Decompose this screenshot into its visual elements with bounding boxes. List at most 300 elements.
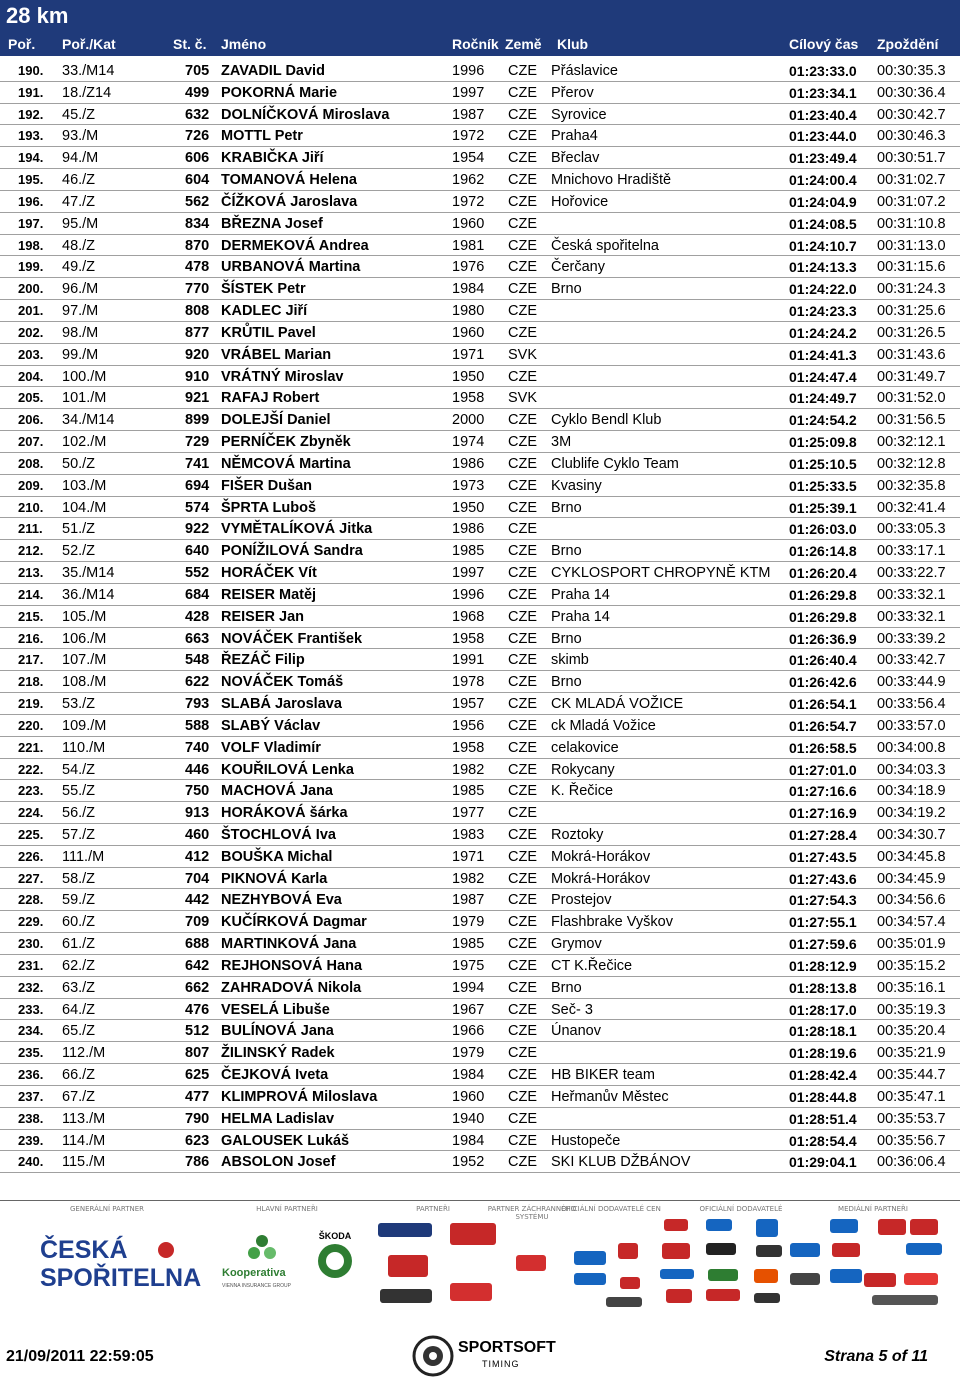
bib-cell: 428	[185, 608, 210, 625]
gap-cell: 00:30:42.7	[877, 106, 946, 123]
name-cell: VRÁBEL Marian	[221, 346, 332, 363]
rank-cell: 240.	[18, 1154, 44, 1170]
sponsor-strip	[0, 1203, 960, 1313]
rank-cell: 195.	[18, 172, 44, 188]
col-nation: Země	[505, 36, 542, 52]
rank-cell: 222.	[18, 761, 44, 777]
club-cell: HB BIKER team	[551, 1067, 655, 1084]
club-cell: SKI KLUB DŽBÁNOV	[551, 1154, 691, 1171]
rank-cell: 227.	[18, 870, 44, 886]
year-cell: 1982	[452, 870, 485, 887]
sponsor-logo-b	[574, 1273, 606, 1285]
col-finish-time: Cílový čas	[789, 36, 859, 52]
club-cell: Clublife Cyklo Team	[551, 455, 679, 472]
gap-cell: 00:35:16.1	[877, 979, 946, 996]
bib-cell: 460	[185, 826, 210, 843]
rank-cell: 190.	[18, 63, 44, 78]
table-row	[0, 584, 960, 606]
table-row	[0, 278, 960, 300]
bib-cell: 548	[185, 652, 210, 669]
col-gap: Zpoždění	[877, 36, 939, 52]
year-cell: 1950	[452, 368, 485, 385]
name-cell: HELMA Ladislav	[221, 1110, 335, 1127]
finish-time-cell: 01:26:36.9	[789, 630, 857, 647]
finish-time-cell: 01:23:33.0	[789, 63, 857, 79]
category-rank-cell: 60./Z	[62, 914, 96, 931]
sponsor-logo-c	[620, 1277, 640, 1289]
finish-time-cell: 01:27:16.6	[789, 783, 857, 800]
table-row	[0, 933, 960, 955]
year-cell: 1985	[452, 936, 485, 953]
bib-cell: 920	[185, 346, 210, 363]
table-row	[0, 409, 960, 431]
year-cell: 1960	[452, 324, 485, 341]
club-cell: Brno	[551, 674, 582, 691]
bib-cell: 913	[185, 805, 210, 822]
club-cell: ck Mladá Vožice	[551, 717, 656, 734]
finish-time-cell: 01:26:20.4	[789, 565, 857, 582]
table-row	[0, 562, 960, 584]
gap-cell: 00:34:00.8	[877, 739, 946, 756]
table-row	[0, 213, 960, 235]
sponsor-logo-l	[832, 1243, 860, 1257]
bib-cell: 562	[185, 193, 210, 210]
rank-cell: 198.	[18, 237, 44, 253]
bib-cell: 807	[185, 1045, 210, 1062]
sponsor-label: PARTNER ZÁCHRANNÉHO SYSTÉMU	[487, 1205, 577, 1221]
sponsor-label: PARTNEŘI	[416, 1205, 450, 1213]
sponsor-logo-e	[706, 1219, 732, 1231]
category-rank-cell: 67./Z	[62, 1088, 96, 1105]
sponsor-logo-d	[606, 1297, 642, 1307]
table-row	[0, 453, 960, 475]
bib-cell: 877	[185, 324, 210, 341]
category-rank-cell: 46./Z	[62, 172, 96, 189]
year-cell: 1987	[452, 106, 485, 123]
rank-cell: 191.	[18, 84, 44, 100]
name-cell: BŘEZNA Josef	[221, 215, 323, 232]
table-row	[0, 235, 960, 257]
table-row	[0, 715, 960, 737]
category-rank-cell: 50./Z	[62, 455, 96, 472]
nation-cell: CZE	[508, 1001, 537, 1018]
finish-time-cell: 01:26:29.8	[789, 608, 857, 625]
year-cell: 1984	[452, 281, 485, 298]
rank-cell: 192.	[18, 106, 44, 122]
year-cell: 1984	[452, 1067, 485, 1084]
finish-time-cell: 01:27:54.3	[789, 892, 857, 909]
table-row	[0, 802, 960, 824]
sponsor-logo-birell	[388, 1255, 428, 1277]
bib-cell: 442	[185, 892, 210, 909]
category-rank-cell: 59./Z	[62, 892, 96, 909]
name-cell: SLABÁ Jaroslava	[221, 696, 342, 713]
bib-cell: 899	[185, 412, 210, 429]
gap-cell: 00:34:57.4	[877, 914, 946, 931]
bib-cell: 709	[185, 914, 210, 931]
name-cell: REISER Jan	[221, 608, 304, 625]
name-cell: HORÁČEK Vít	[221, 565, 317, 582]
category-rank-cell: 45./Z	[62, 106, 96, 123]
rank-cell: 235.	[18, 1045, 44, 1061]
name-cell: VYMĚTALÍKOVÁ Jitka	[221, 521, 373, 538]
bib-cell: 688	[185, 936, 210, 953]
nation-cell: CZE	[508, 150, 537, 167]
rank-cell: 194.	[18, 150, 44, 166]
gap-cell: 00:35:53.7	[877, 1110, 946, 1127]
year-cell: 1985	[452, 783, 485, 800]
finish-time-cell: 01:24:41.3	[789, 346, 857, 363]
category-rank-cell: 36./M14	[62, 586, 115, 603]
finish-time-cell: 01:26:58.5	[789, 739, 857, 756]
finish-time-cell: 01:24:10.7	[789, 237, 857, 254]
gap-cell: 00:31:02.7	[877, 172, 946, 189]
club-cell: Heřmanův Městec	[551, 1088, 669, 1105]
name-cell: NEZHYBOVÁ Eva	[221, 892, 342, 909]
bib-cell: 625	[185, 1067, 210, 1084]
category-rank-cell: 55./Z	[62, 783, 96, 800]
year-cell: 1979	[452, 1045, 485, 1062]
rank-cell: 237.	[18, 1088, 44, 1104]
bib-cell: 604	[185, 172, 210, 189]
name-cell: DOLEJŠÍ Daniel	[221, 412, 331, 429]
nation-cell: CZE	[508, 106, 537, 123]
table-row	[0, 1042, 960, 1064]
sponsor-label: OFICIÁLNÍ DODAVATELÉ	[699, 1205, 783, 1213]
rank-cell: 209.	[18, 477, 44, 493]
results-table	[0, 60, 960, 1173]
year-cell: 1978	[452, 674, 485, 691]
nation-cell: CZE	[508, 455, 537, 472]
bib-cell: 512	[185, 1023, 210, 1040]
rank-cell: 221.	[18, 739, 44, 755]
name-cell: PIKNOVÁ Karla	[221, 870, 328, 887]
year-cell: 1962	[452, 172, 485, 189]
gap-cell: 00:32:12.8	[877, 455, 946, 472]
category-rank-cell: 58./Z	[62, 870, 96, 887]
gap-cell: 00:33:44.9	[877, 674, 946, 691]
gap-cell: 00:35:20.4	[877, 1023, 946, 1040]
rank-cell: 218.	[18, 674, 44, 690]
year-cell: 1980	[452, 303, 485, 320]
nation-cell: CZE	[508, 674, 537, 691]
nation-cell: CZE	[508, 630, 537, 647]
year-cell: 1976	[452, 259, 485, 276]
finish-time-cell: 01:25:33.5	[789, 477, 857, 494]
table-row	[0, 497, 960, 519]
year-cell: 1991	[452, 652, 485, 669]
finish-time-cell: 01:28:18.1	[789, 1023, 857, 1040]
bib-cell: 622	[185, 674, 210, 691]
name-cell: ŠÍSTEK Petr	[221, 281, 306, 298]
rank-cell: 200.	[18, 281, 44, 297]
finish-time-cell: 01:26:29.8	[789, 586, 857, 603]
category-rank-cell: 93./M	[62, 128, 99, 145]
category-rank-cell: 102./M	[62, 434, 107, 451]
finish-time-cell: 01:25:39.1	[789, 499, 857, 516]
club-cell: Prostejov	[551, 892, 612, 909]
nation-cell: CZE	[508, 1132, 537, 1149]
table-row	[0, 1130, 960, 1152]
bib-cell: 786	[185, 1154, 210, 1171]
rank-cell: 230.	[18, 936, 44, 952]
table-row	[0, 846, 960, 868]
nation-cell: CZE	[508, 979, 537, 996]
nation-cell: CZE	[508, 63, 537, 79]
bib-cell: 921	[185, 390, 210, 407]
name-cell: NOVÁČEK František	[221, 630, 363, 647]
name-cell: NOVÁČEK Tomáš	[221, 674, 344, 691]
table-row	[0, 256, 960, 278]
rank-cell: 203.	[18, 346, 44, 362]
club-cell: Seč- 3	[551, 1001, 593, 1018]
results-header	[0, 32, 960, 56]
club-cell: Mnichovo Hradiště	[551, 172, 672, 189]
year-cell: 1956	[452, 717, 485, 734]
bib-cell: 574	[185, 499, 210, 516]
table-row	[0, 191, 960, 213]
bib-cell: 834	[185, 215, 210, 232]
name-cell: ŠTOCHLOVÁ Iva	[221, 826, 336, 843]
nation-cell: CZE	[508, 826, 537, 843]
rank-cell: 215.	[18, 608, 44, 624]
year-cell: 1971	[452, 848, 485, 865]
rank-cell: 225.	[18, 826, 44, 842]
sponsor-logo-mcsport	[864, 1273, 896, 1287]
gap-cell: 00:33:57.0	[877, 717, 946, 734]
year-cell: 1997	[452, 84, 485, 101]
sponsor-logo-3m	[516, 1255, 546, 1271]
category-rank-cell: 106./M	[62, 630, 107, 647]
sponsor-label: GENERÁLNÍ PARTNER	[69, 1205, 145, 1213]
year-cell: 1986	[452, 521, 485, 538]
year-cell: 1958	[452, 739, 485, 756]
nation-cell: CZE	[508, 783, 537, 800]
nation-cell: CZE	[508, 696, 537, 713]
year-cell: 1954	[452, 150, 485, 167]
table-row	[0, 518, 960, 540]
club-cell: Roztoky	[551, 826, 604, 843]
club-cell: Flashbrake Vyškov	[551, 914, 673, 931]
nation-cell: CZE	[508, 805, 537, 822]
sponsor-logo-i	[754, 1293, 780, 1303]
gap-cell: 00:35:21.9	[877, 1045, 946, 1062]
category-rank-cell: 51./Z	[62, 521, 96, 538]
name-cell: PERNÍČEK Zbyněk	[221, 434, 351, 451]
category-rank-cell: 112./M	[62, 1045, 106, 1062]
name-cell: POKORNÁ Marie	[221, 84, 338, 101]
sponsor-logo-fitness	[666, 1289, 692, 1303]
sponsor-divider	[0, 1200, 960, 1201]
name-cell: DERMEKOVÁ Andrea	[221, 237, 369, 254]
sponsor-logo-xpower	[380, 1289, 432, 1303]
sponsor-logo-alpine	[378, 1223, 432, 1237]
club-cell: Kvasiny	[551, 477, 602, 494]
finish-time-cell: 01:27:16.9	[789, 805, 857, 822]
club-cell: Únanov	[551, 1023, 601, 1040]
year-cell: 2000	[452, 412, 485, 429]
year-cell: 1994	[452, 979, 485, 996]
finish-time-cell: 01:24:47.4	[789, 368, 857, 385]
cs-mark-icon	[158, 1242, 174, 1258]
category-rank-cell: 111./M	[62, 848, 105, 865]
table-row	[0, 671, 960, 693]
name-cell: REJHONSOVÁ Hana	[221, 957, 363, 974]
name-cell: ČÍŽKOVÁ Jaroslava	[221, 193, 358, 210]
rank-cell: 197.	[18, 215, 44, 231]
table-row	[0, 1151, 960, 1173]
gap-cell: 00:30:36.4	[877, 84, 946, 101]
table-row	[0, 1086, 960, 1108]
nation-cell: CZE	[508, 237, 537, 254]
gap-cell: 00:32:12.1	[877, 434, 946, 451]
name-cell: KOUŘILOVÁ Lenka	[221, 761, 354, 778]
nation-cell: CZE	[508, 303, 537, 320]
rank-cell: 238.	[18, 1110, 44, 1126]
nation-cell: CZE	[508, 368, 537, 385]
year-cell: 1966	[452, 1023, 485, 1040]
rank-cell: 210.	[18, 499, 44, 515]
year-cell: 1958	[452, 630, 485, 647]
finish-time-cell: 01:27:28.4	[789, 826, 857, 843]
bib-cell: 808	[185, 303, 210, 320]
gap-cell: 00:33:39.2	[877, 630, 946, 647]
rank-cell: 234.	[18, 1023, 44, 1039]
gap-cell: 00:33:42.7	[877, 652, 946, 669]
skoda-icon	[310, 1241, 360, 1281]
name-cell: DOLNÍČKOVÁ Miroslava	[221, 106, 390, 123]
year-cell: 1987	[452, 892, 485, 909]
year-cell: 1974	[452, 434, 485, 451]
club-cell: Praha 14	[551, 608, 610, 625]
bib-cell: 632	[185, 106, 210, 123]
nation-cell: CZE	[508, 128, 537, 145]
category-rank-cell: 18./Z14	[62, 84, 112, 101]
table-row	[0, 169, 960, 191]
finish-time-cell: 01:24:04.9	[789, 193, 857, 210]
table-row	[0, 125, 960, 147]
name-cell: VOLF Vladimír	[221, 739, 321, 756]
gap-cell: 00:34:56.6	[877, 892, 946, 909]
table-row	[0, 1108, 960, 1130]
category-rank-cell: 64./Z	[62, 1001, 96, 1018]
year-cell: 1981	[452, 237, 485, 254]
gap-cell: 00:35:47.1	[877, 1088, 946, 1105]
bib-cell: 478	[185, 259, 210, 276]
year-cell: 1972	[452, 128, 485, 145]
category-rank-cell: 115./M	[62, 1154, 106, 1171]
nation-cell: CZE	[508, 892, 537, 909]
category-rank-cell: 107./M	[62, 652, 107, 669]
rank-cell: 212.	[18, 543, 44, 559]
finish-time-cell: 01:24:00.4	[789, 172, 857, 189]
finish-time-cell: 01:28:51.4	[789, 1110, 857, 1127]
category-rank-cell: 103./M	[62, 477, 107, 494]
finish-time-cell: 01:24:23.3	[789, 303, 857, 320]
club-cell: Praha4	[551, 128, 598, 145]
category-rank-cell: 94./M	[62, 150, 99, 167]
gap-cell: 00:34:30.7	[877, 826, 946, 843]
name-cell: BULÍNOVÁ Jana	[221, 1023, 334, 1040]
gap-cell: 00:35:44.7	[877, 1067, 946, 1084]
rank-cell: 232.	[18, 979, 44, 995]
club-cell: Přáslavice	[551, 63, 618, 79]
category-rank-cell: 65./Z	[62, 1023, 96, 1040]
club-cell: Rokycany	[551, 761, 615, 778]
nation-cell: CZE	[508, 608, 537, 625]
nation-cell: CZE	[508, 1023, 537, 1040]
nation-cell: CZE	[508, 172, 537, 189]
gap-cell: 00:31:24.3	[877, 281, 946, 298]
table-row	[0, 366, 960, 388]
year-cell: 1960	[452, 1088, 485, 1105]
sponsor-logo-knuspi	[706, 1289, 740, 1301]
name-cell: FIŠER Dušan	[221, 477, 313, 494]
finish-time-cell: 01:24:49.7	[789, 390, 857, 407]
name-cell: KUČÍRKOVÁ Dagmar	[221, 914, 367, 931]
gap-cell: 00:31:25.6	[877, 303, 946, 320]
gap-cell: 00:31:49.7	[877, 368, 946, 385]
rank-cell: 199.	[18, 259, 44, 275]
page-number: Strana 5 of 11	[824, 1348, 928, 1365]
col-bib: St. č.	[173, 36, 207, 52]
bib-cell: 922	[185, 521, 210, 538]
club-cell: Grymov	[551, 936, 602, 953]
finish-time-cell: 01:23:40.4	[789, 106, 857, 123]
table-row	[0, 540, 960, 562]
nation-cell: CZE	[508, 586, 537, 603]
bib-cell: 476	[185, 1001, 210, 1018]
gap-cell: 00:34:45.9	[877, 870, 946, 887]
bib-cell: 623	[185, 1132, 210, 1149]
category-rank-cell: 56./Z	[62, 805, 96, 822]
bib-cell: 705	[185, 63, 210, 79]
nation-cell: CZE	[508, 84, 537, 101]
table-row	[0, 1020, 960, 1042]
gap-cell: 00:30:35.3	[877, 63, 946, 79]
finish-time-cell: 01:26:40.4	[789, 652, 857, 669]
nation-cell: CZE	[508, 957, 537, 974]
name-cell: SLABÝ Václav	[221, 717, 321, 734]
category-rank-cell: 99./M	[62, 346, 99, 363]
rank-cell: 201.	[18, 303, 44, 319]
rank-cell: 196.	[18, 193, 44, 209]
gap-cell: 00:34:19.2	[877, 805, 946, 822]
bib-cell: 793	[185, 696, 210, 713]
category-rank-cell: 48./Z	[62, 237, 96, 254]
finish-time-cell: 01:23:49.4	[789, 150, 857, 167]
table-row	[0, 104, 960, 126]
table-row	[0, 780, 960, 802]
gap-cell: 00:34:45.8	[877, 848, 946, 865]
nation-cell: CZE	[508, 324, 537, 341]
name-cell: KRABIČKA Jiří	[221, 150, 324, 167]
category-rank-cell: 104./M	[62, 499, 107, 516]
rank-cell: 217.	[18, 652, 44, 668]
rank-cell: 239.	[18, 1132, 44, 1148]
table-row	[0, 955, 960, 977]
finish-time-cell: 01:27:43.5	[789, 848, 857, 865]
name-cell: URBANOVÁ Martina	[221, 259, 361, 276]
category-rank-cell: 109./M	[62, 717, 107, 734]
gap-cell: 00:31:26.5	[877, 324, 946, 341]
year-cell: 1986	[452, 455, 485, 472]
year-cell: 1982	[452, 761, 485, 778]
table-row	[0, 977, 960, 999]
ceska-sporitelna-logo: ČESKÁ SPOŘITELNA	[40, 1236, 202, 1292]
club-cell: skimb	[551, 652, 589, 669]
col-year: Ročník	[452, 36, 499, 52]
